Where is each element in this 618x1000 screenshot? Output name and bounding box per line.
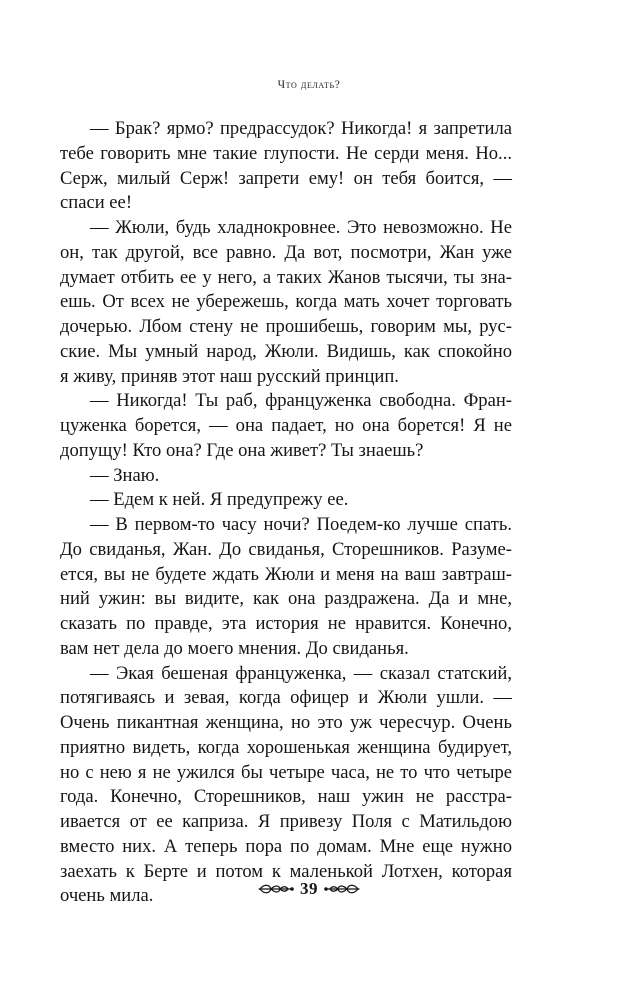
- text-line: но с нею я не ужился бы четыре часа, не то что четыре: [60, 761, 512, 783]
- text-line: вам нет дела до моего мнения. До свиданья.: [60, 637, 409, 659]
- paragraph: [60, 389, 512, 463]
- text-line: года. Конечно, Сторешников, наш ужин не расстра-: [60, 786, 512, 808]
- text-line: думает отбить ее у него, а таких Жанов тысячи, ты зна-: [60, 266, 512, 288]
- text-line: — Экая бешеная француженка, — сказал статский,: [90, 662, 512, 684]
- text-line: я живу, приняв этот наш русский принцип.: [60, 365, 399, 387]
- page-number: 39: [300, 879, 318, 898]
- text-line: потягиваясь и зевая, когда офицер и Жюли ушли. —: [60, 687, 512, 709]
- text-line: дочерью. Лбом стену не прошибешь, говорим мы, рус-: [60, 316, 512, 337]
- paragraph: [60, 662, 512, 910]
- text-line: — Никогда! Ты раб, француженка свободна. Фран-: [90, 390, 512, 412]
- body-text: [60, 117, 512, 909]
- text-line: допущу! Кто она? Где она живет? Ты знаешь?: [60, 439, 424, 461]
- text-line: тебе говорить мне такие глупости. Не серди меня. Но...: [60, 142, 512, 164]
- text-line: ские. Мы умный народ, Жюли. Видишь, как спокойно: [60, 340, 512, 362]
- text-line: — Жюли, будь хладнокровнее. Это невозможно. Не: [90, 217, 512, 238]
- folio: [258, 879, 360, 899]
- paragraph: [60, 464, 512, 489]
- text-line: До свиданья, Жан. До свиданья, Сторешников. Разуме-: [60, 538, 512, 560]
- text-line: заехать к Берте и потом к маленькой Лотхен, которая: [60, 860, 512, 882]
- text-line: спаси ее!: [60, 192, 133, 214]
- paragraph: [60, 216, 512, 389]
- page-footer: [0, 879, 618, 901]
- text-line: ивается от ее каприза. Я привезу Поля с Матильдою: [60, 811, 512, 832]
- running-head: Что делать?: [277, 79, 341, 91]
- text-line: — Едем к ней. Я предупрежу ее.: [90, 489, 349, 511]
- text-line: Серж, милый Серж! запрети ему! он тебя боится, —: [60, 167, 512, 189]
- text-line: Очень пикантная женщина, но это уж чересчур. Очень: [60, 712, 512, 733]
- text-line: ешь. От всех не убережешь, когда мать хочет торговать: [60, 291, 512, 313]
- paragraph: [60, 513, 512, 662]
- text-line: цуженка борется, — она падает, но она борется! Я не: [60, 415, 512, 436]
- text-line: — В первом-то часу ночи? Поедем-ко лучше спать.: [90, 514, 512, 535]
- flourish-left-icon: [258, 882, 294, 896]
- text-line: очень мила.: [60, 885, 154, 907]
- text-line: он, так другой, все равно. Да вот, посмотри, Жан уже: [60, 241, 512, 263]
- text-line: ется, вы не будете ждать Жюли и меня на ваш завтраш-: [60, 563, 512, 585]
- flourish-right-icon: [324, 882, 360, 896]
- text-line: вместо них. А теперь пора по домам. Мне еще нужно: [60, 835, 512, 857]
- text-line: приятно видеть, когда хорошенькая женщина будирует,: [60, 736, 512, 758]
- paragraph: [60, 117, 512, 216]
- text-line: — Брак? ярмо? предрассудок? Никогда! я запретила: [90, 118, 512, 139]
- text-line: сказать по правде, эта история не нравится. Конечно,: [60, 613, 512, 634]
- text-line: — Знаю.: [90, 464, 160, 486]
- text-line: ний ужин: вы видите, как она раздражена. Да и мне,: [60, 588, 512, 610]
- paragraph: [60, 488, 512, 513]
